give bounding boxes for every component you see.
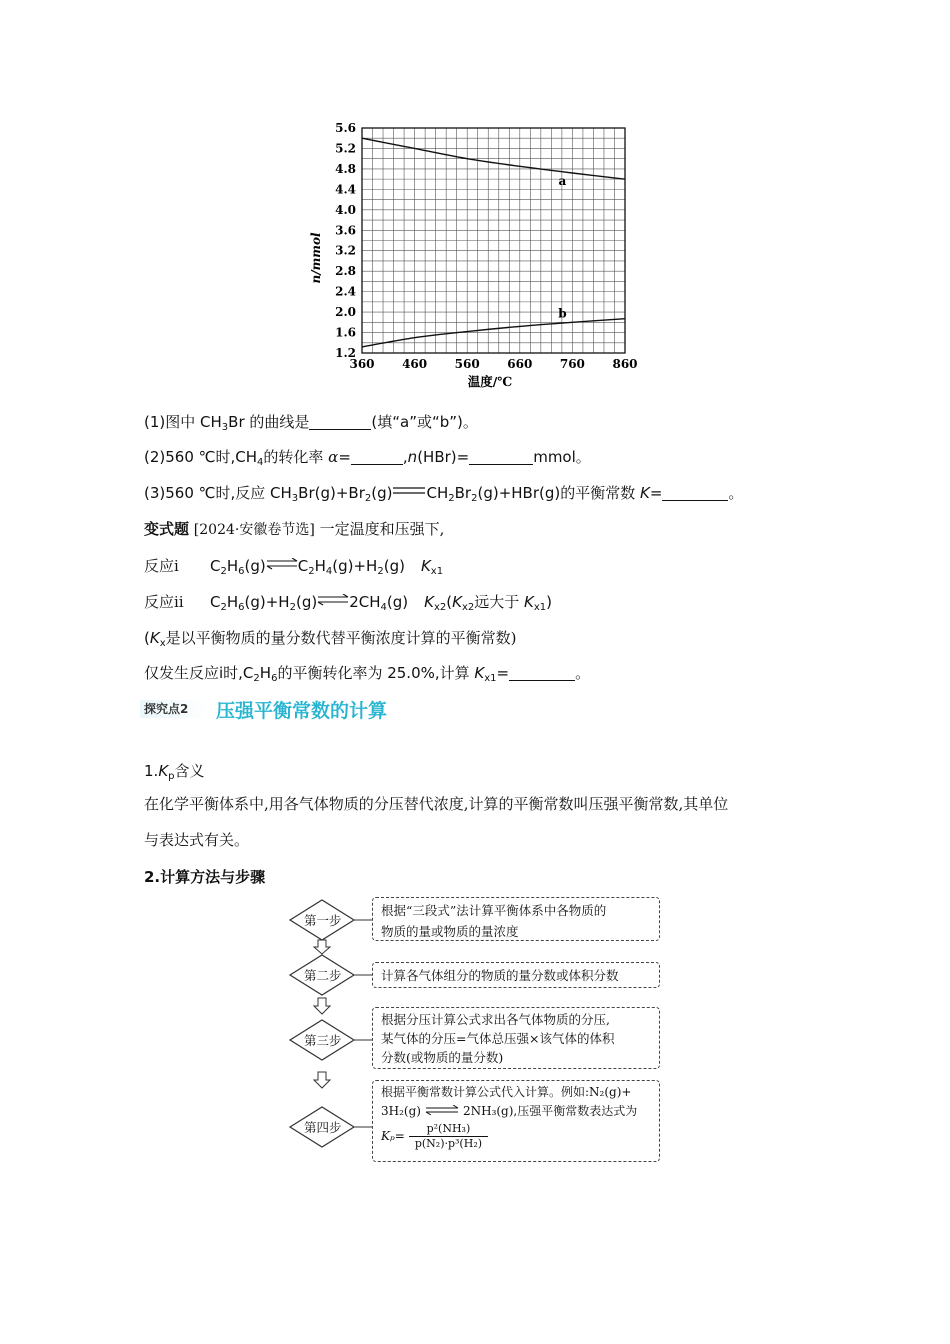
x-axis-label: 温度/℃	[467, 374, 513, 389]
k-subscript: x2	[433, 602, 447, 613]
series-label-b: b	[558, 306, 567, 321]
r2-note-text: 远大于	[474, 593, 524, 611]
q3-eq: =	[649, 484, 663, 502]
point-1-text: 在化学平衡体系中,用各气体物质的分压替代浓度,计算的平衡常数叫压强平衡常数,其单位	[144, 795, 729, 813]
r2-note-close: )	[546, 593, 552, 611]
q2-unit: mmol。	[533, 448, 591, 466]
r2-c: (g)+H	[244, 593, 290, 611]
answer-blank[interactable]	[662, 484, 728, 501]
variant-text: 一定温度和压强下,	[319, 520, 445, 538]
step-3-text: 根据分压计算公式求出各气体物质的分压,	[381, 1012, 610, 1027]
step-2-box	[372, 962, 660, 988]
y-tick-label: 4.4	[335, 182, 356, 197]
answer-blank[interactable]	[469, 448, 533, 465]
r1-b: H	[226, 557, 239, 575]
y-tick-label: 4.0	[335, 202, 356, 217]
section-badge: 探究点2	[140, 700, 208, 718]
x-tick-label: 860	[612, 357, 638, 371]
n-symbol: n	[407, 448, 418, 466]
kp-fraction	[409, 1122, 488, 1151]
y-tick-label: 1.6	[335, 325, 356, 340]
step-4-text-2: 2NH₃(g),压强平衡常数表达式为	[462, 1104, 638, 1118]
q2-text: (2)560 ℃时,CH	[144, 448, 258, 466]
note-open: (	[144, 629, 150, 647]
y-tick-label: 3.2	[335, 243, 356, 258]
step-4-reactant: 3H₂(g)	[381, 1104, 421, 1118]
series-label-a: a	[558, 174, 567, 188]
point-1-heading	[144, 760, 205, 788]
chart-series	[362, 138, 625, 347]
step-3-label: 第三步	[304, 1033, 342, 1048]
k-symbol: K	[420, 557, 431, 575]
step-1-box	[372, 897, 660, 941]
x-tick-label: 560	[454, 357, 480, 371]
y-tick-label: 2.8	[335, 264, 356, 279]
q3-text-6: (g)+HBr(g)的平衡常数	[477, 484, 640, 502]
equal-sign-icon	[392, 485, 426, 497]
kp-expression	[381, 1122, 651, 1151]
section-title: 压强平衡常数的计算	[216, 700, 388, 722]
step-3-text-3: 分数(或物质的量分数)	[381, 1050, 504, 1065]
step-1-label: 第一步	[304, 913, 342, 928]
y-tick-label: 2.4	[335, 284, 356, 299]
step-4-text: 根据平衡常数计算公式代入计算。例如:N₂(g)+	[381, 1085, 632, 1099]
question-4: 仅发生反应ⅰ时$,C_2H_6$的平衡转化率为 25.0%,计算 $K_{x1}=$ 。	[144, 664, 591, 684]
r1-a: C	[210, 557, 221, 575]
k-subscript: x1	[533, 602, 547, 613]
variant-title: 变式题	[144, 520, 190, 538]
k-subscript: x2	[461, 602, 475, 613]
k-subscript: x1	[484, 673, 497, 684]
q2-comma: ,	[402, 448, 408, 466]
question-1: (1)图中 $CH_3Br$ 的曲线是 (填“a”或“b”)。	[144, 413, 478, 433]
reaction-2-label: 反应ⅱ	[144, 593, 184, 611]
point-1-number: 1.	[144, 762, 159, 780]
q1-text: (1)图中 CH	[144, 413, 222, 431]
step-2-label: 第二步	[304, 968, 342, 983]
k-subscript: x1	[430, 566, 444, 577]
variant-source: [2024·安徽卷节选]	[193, 522, 315, 538]
x-tick-label: 360	[349, 357, 375, 371]
q4-text: 仅发生反应ⅰ时,C	[144, 664, 254, 682]
reaction-2: 反应ⅱ $C_2H_6(g)+H_2(g)$ $2CH_4(g)$ $K_{x2}(K_{x2}$远大于 $K_{x1}$)	[144, 593, 552, 613]
k-symbol: K	[524, 593, 534, 611]
kp-subscript: p	[168, 771, 175, 782]
step-3-text-2: 某气体的分压=气体总压强×该气体的体积	[381, 1031, 615, 1046]
r1-f: (g)+H	[332, 557, 378, 575]
x-tick-label: 660	[507, 357, 533, 371]
step-4-text-2-row	[381, 1102, 651, 1121]
q3-text-5: Br	[454, 484, 472, 502]
answer-blank[interactable]	[351, 448, 403, 465]
r2-f: (g)	[386, 593, 409, 611]
kp-symbol: K	[158, 762, 169, 780]
q4-end: 。	[575, 664, 591, 682]
y-axis-label: n/mmol	[309, 232, 323, 284]
point-2-heading: 2.计算方法与步骤	[144, 868, 266, 886]
equilibrium-arrow-icon	[425, 1105, 459, 1115]
step-1-text: 根据“三段式”法计算平衡体系中各物质的	[381, 903, 607, 918]
question-2: (2)560 ℃时$,CH_4$的转化率 α= ,n(HBr)= mmol。	[144, 448, 591, 468]
k-symbol: K	[452, 593, 462, 611]
q3-text-3: (g)	[371, 484, 393, 502]
answer-blank[interactable]	[509, 664, 575, 681]
q2-text-3: (HBr)=	[417, 448, 470, 466]
r1-d: C	[297, 557, 309, 575]
q4-eq: =	[496, 664, 510, 682]
step-4-box	[372, 1080, 660, 1162]
q1-text-3: (填“a”或“b”)。	[371, 413, 478, 431]
q4-text-2: H	[259, 664, 272, 682]
step-3-box	[372, 1007, 660, 1069]
y-tick-label: 3.6	[335, 223, 356, 238]
k-symbol: K	[474, 664, 485, 682]
q3-text: (3)560 ℃时,反应 CH	[144, 484, 292, 502]
kp-denominator: p(N₂)·p³(H₂)	[409, 1136, 488, 1151]
equilibrium-arrow-icon	[317, 594, 349, 606]
reaction-1-label: 反应ⅰ	[144, 557, 179, 575]
q3-text-4: CH	[426, 484, 449, 502]
alpha-symbol: α	[328, 448, 339, 466]
r2-b: H	[226, 593, 239, 611]
chart-grid	[362, 128, 625, 353]
x-tick-label: 460	[402, 357, 428, 371]
r2-d: (g)	[295, 593, 318, 611]
y-tick-label: 2.0	[335, 305, 356, 320]
question-3: (3)560 ℃时,反应 $CH_3Br(g)+Br_2(g)$ $CH_2Br_2(g)+HBr(g)$的平衡常数 K= 。	[144, 484, 744, 504]
reaction-1: 反应ⅰ $C_2H_6(g)$ $C_2H_4(g)+H_2(g)$ $K_{x1}$	[144, 557, 444, 577]
y-tick-label: 4.8	[335, 161, 356, 176]
q2-eq: =	[338, 448, 351, 466]
r2-note-open: (	[446, 593, 453, 611]
answer-blank[interactable]	[309, 413, 371, 430]
kx-note	[144, 627, 516, 655]
step-2-text: 计算各气体组分的物质的量分数或体积分数	[381, 968, 619, 983]
point-1-text-2: 与表达式有关。	[144, 831, 250, 849]
x-tick-label: 760	[559, 357, 585, 371]
q3-end: 。	[728, 484, 744, 502]
q3-text-2: Br(g)+Br	[298, 484, 365, 502]
y-tick-label: 5.2	[335, 141, 356, 156]
kp-numerator: p²(NH₃)	[426, 1122, 471, 1135]
q2-text-2: 的转化率	[263, 448, 329, 466]
k-symbol: K	[640, 484, 650, 502]
variant-question-header	[144, 518, 444, 541]
r1-e: H	[314, 557, 326, 575]
note-text: 是以平衡物质的量分数代替平衡浓度计算的平衡常数)	[165, 629, 517, 647]
equilibrium-chart	[300, 118, 650, 394]
y-tick-label: 5.6	[335, 121, 356, 135]
q4-text-3: 的平衡转化率为 25.0%,计算	[277, 664, 475, 682]
k-symbol: K	[424, 593, 434, 611]
r1-c: (g)	[244, 557, 266, 575]
r2-a: C	[210, 593, 221, 611]
point-1-title: 含义	[174, 762, 205, 780]
y-tick-label: 1.2	[335, 346, 356, 360]
r2-e: 2CH	[349, 593, 381, 611]
q1-text-2: Br 的曲线是	[228, 413, 310, 431]
kp-label: Kₚ=	[381, 1129, 405, 1143]
step-1-text-2: 物质的量或物质的量浓度	[381, 924, 519, 939]
k-subscript: x	[159, 638, 166, 649]
k-symbol: K	[149, 629, 160, 647]
step-4-label: 第四步	[304, 1120, 342, 1135]
equilibrium-arrow-icon	[266, 558, 298, 570]
r1-g: (g)	[383, 557, 405, 575]
